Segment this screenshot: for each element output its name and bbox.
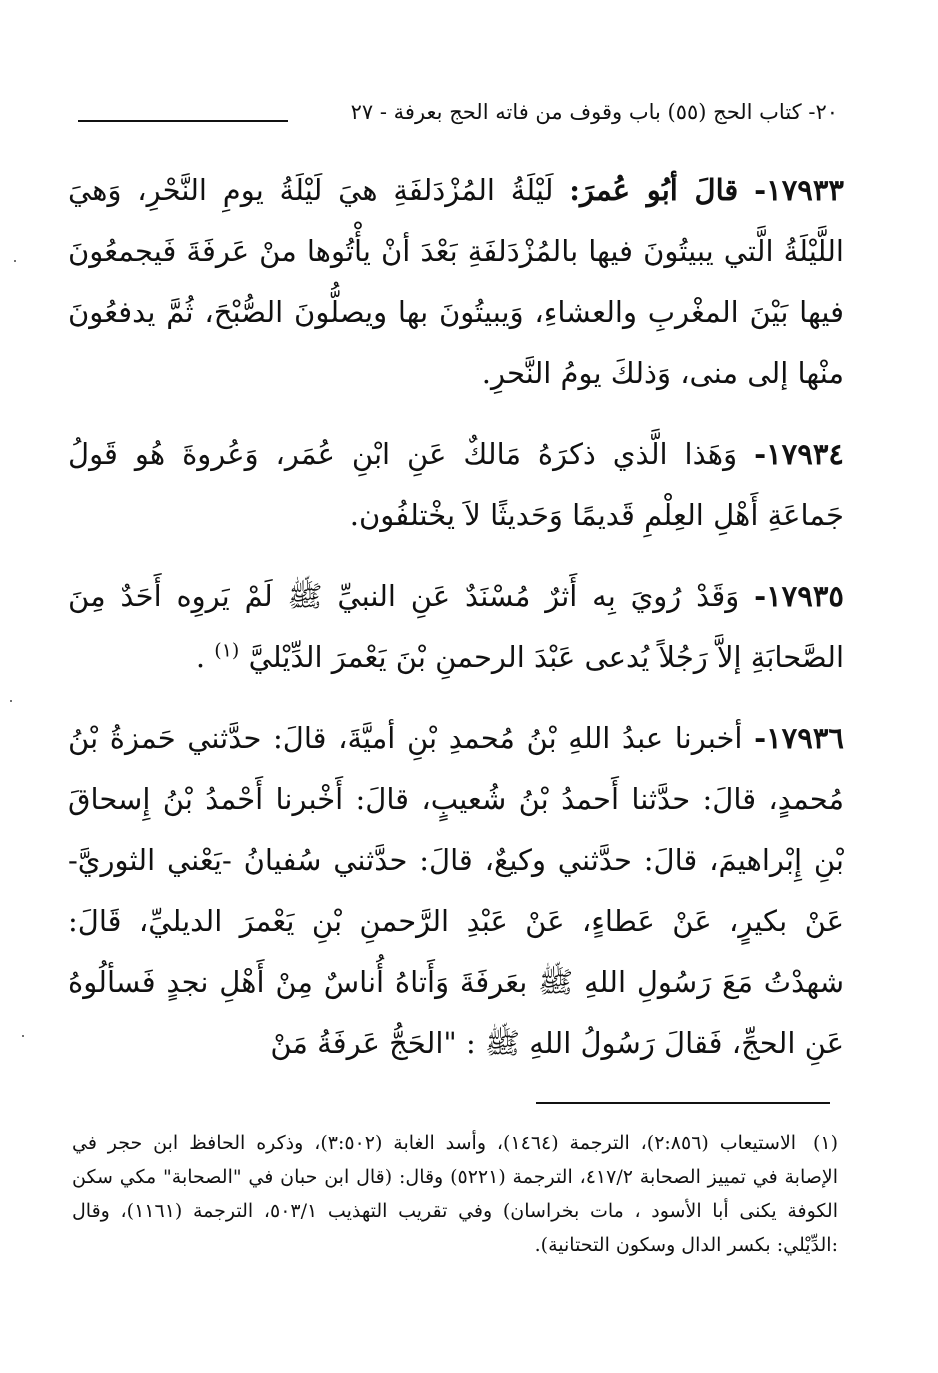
footnote xyxy=(72,1126,838,1262)
scan-speck xyxy=(10,700,12,702)
paragraph-lead: قالَ أبُو عُمرَ: xyxy=(569,173,739,207)
footnote-text: الاستيعاب (٢:٨٥٦)، الترجمة (١٤٦٤)، وأسد الغابة (٣:٥٠٢)، وذكره الحافظ ابن حجر في الإصابة في تمييز الصحابة ٤١٧/٢، الترجمة (٥٢٢١) وقال: (قال ابن حبان في "الصحابة" مكي سكن الكوفة يكنى أبا الأسود ، مات بخراسان) وفي تقريب التهذيب ٥٠٣/١، الترجمة (١١٦١)، وقال :الدِّيْلي: بكسر الدال وسكون التحتانية). xyxy=(72,1132,838,1256)
header-rule xyxy=(78,120,288,122)
paragraph-17935 xyxy=(68,566,844,688)
footnote-number: (١) xyxy=(812,1132,839,1154)
paragraph-text: وَهَذا الَّذي ذكرَهُ مَالكٌ عَنِ ابْنِ عُمَر، وَعُروةَ هُو قَولُ جَماعَةِ أَهْلِ العِلْمِ قَديمًا وَحَديثًا لاَ يخْتلفُون. xyxy=(68,437,844,532)
scan-speck xyxy=(14,260,16,262)
paragraph-number: ١٧٩٣٤- xyxy=(754,437,844,471)
scan-speck xyxy=(22,1035,24,1037)
paragraph-number: ١٧٩٣٥- xyxy=(754,579,844,613)
paragraph-number: ١٧٩٣٦- xyxy=(754,721,844,755)
main-text xyxy=(68,160,844,1094)
footnote-separator xyxy=(536,1102,830,1104)
paragraph-text: لَيْلَةُ المُزْدَلفَةِ هيَ لَيْلَةُ يومِ النَّحْرِ، وَهيَ اللَّيْلَةُ الَّتي يبيتُونَ فيها بالمُزْدَلفَةِ بَعْدَ أنْ يأْتُوها منْ عَرفَةَ فَيجمعُونَ فيها بَيْنَ المغْربِ والعشاءِ، وَيبيتُونَ بها ويصلُّونَ الصُّبْحَ، ثُمَّ يدفعُونَ منْها إلى منى، وَذلكَ يومُ النَّحرِ. xyxy=(68,173,844,390)
paragraph-tail: . xyxy=(195,640,206,674)
paragraph-text: أخبرنا عبدُ اللهِ بْنُ مُحمدِ بْنِ أميَّةَ، قالَ: حدَّثني حَمزةُ بْنُ مُحمدٍ، قالَ: حدَّثنا أَحمدُ بْنُ شُعيبٍ، قالَ: أَخْبرنا أَحْمدُ بْنُ إِسحاقَ بْنِ إِبْراهيمَ، قالَ: حدَّثني وكيعٌ، قالَ: حدَّثني سُفيانُ -يَعْني الثوريَّ- عَنْ بكيرٍ، عَنْ عَطاءٍ، عَنْ عَبْدِ الرَّحمنِ بْنِ يَعْمرَ الديليِّ، قَالَ: شهدْتُ مَعَ رَسُولِ اللهِ ﷺ بعَرفَةَ وَأَتاهُ أُناسٌ مِنْ أَهْلِ نجدٍ فَسألُوهُ عَنِ الحجِّ، فَقالَ رَسُولُ اللهِ ﷺ : "الحَجُّ عَرفَةُ مَنْ xyxy=(68,721,844,1060)
paragraph-17934 xyxy=(68,424,844,546)
footnote-reference[interactable]: (١) xyxy=(214,639,240,662)
paragraph-text: وَقَدْ رُويَ بِه أَثرٌ مُسْنَدٌ عَنِ النبيِّ ﷺ لَمْ يَروِه أَحَدٌ مِنَ الصَّحابَةِ إلاَّ رَجُلاً يُدعى عَبْدَ الرحمنِ بْنَ يَعْمرَ الدِّيْليَّ xyxy=(68,579,844,674)
paragraph-number: ١٧٩٣٣- xyxy=(754,173,845,207)
header-title: ٢٠- كتاب الحج (٥٥) باب وقوف من فاته الحج بعرفة - ٢٧ xyxy=(350,100,838,124)
paragraph-17933 xyxy=(68,160,844,404)
paragraph-17936 xyxy=(68,708,844,1074)
running-header xyxy=(78,92,838,132)
